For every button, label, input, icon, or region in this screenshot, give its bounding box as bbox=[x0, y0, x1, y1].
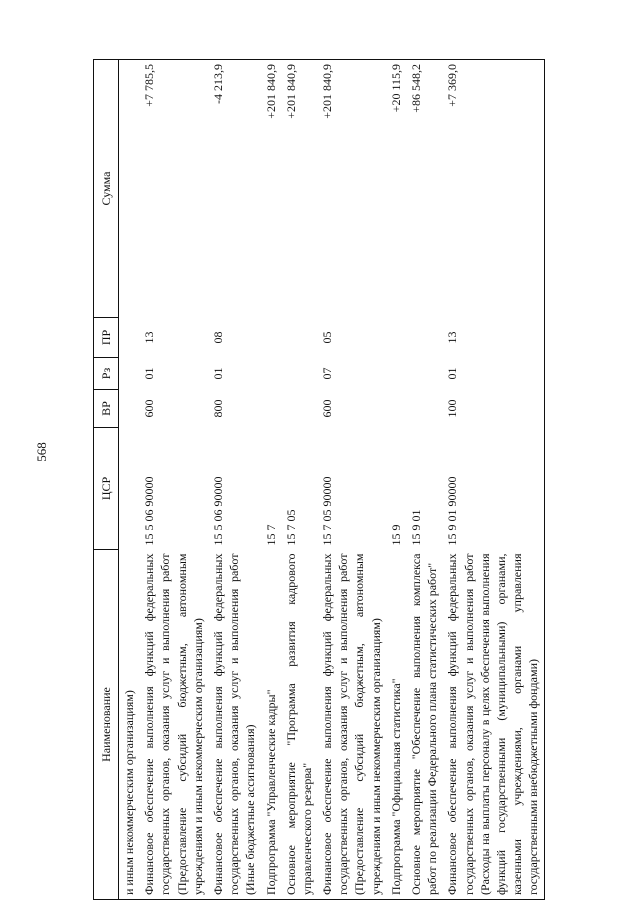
row-rz: 01 bbox=[442, 358, 544, 390]
row-rz: 07 bbox=[320, 367, 335, 380]
table-header-row bbox=[94, 60, 119, 900]
row-pr bbox=[281, 318, 317, 358]
row-amount: +201 840,9 bbox=[261, 60, 281, 318]
row-vr: 800 bbox=[210, 399, 225, 418]
row-pr: 13 bbox=[442, 318, 544, 358]
row-rz bbox=[281, 358, 317, 390]
row-vr: 600 bbox=[320, 399, 335, 418]
row-csr: 15 7 05 90000 bbox=[320, 476, 335, 546]
row-name: Финансовое обеспечение выполнения функций федеральных государственных органов, оказания услуг и выполнения работ (Предоставление субсидий бюджетным, автономным учреждениям и иным некоммерческим организациям) bbox=[317, 550, 386, 900]
row-csr: 15 5 06 90000 bbox=[142, 476, 157, 546]
rotated-table-container bbox=[93, 60, 603, 900]
header-pr: ПР bbox=[94, 318, 119, 358]
budget-table bbox=[93, 59, 545, 900]
row-rz: 01 bbox=[142, 367, 157, 380]
table-row bbox=[317, 60, 386, 900]
table-row bbox=[406, 60, 442, 900]
table-row bbox=[208, 60, 261, 900]
row-vr bbox=[119, 390, 140, 428]
row-name: Подпрограмма "Управленческие кадры" bbox=[261, 550, 281, 900]
header-rz: Рз bbox=[94, 358, 119, 390]
row-name: Основное мероприятие "Программа развития кадрового управленческого резерва" bbox=[281, 550, 317, 900]
page-number: 568 bbox=[34, 442, 49, 462]
row-name: и иным некоммерческим организациям) bbox=[119, 550, 140, 900]
row-csr: 15 7 05 bbox=[283, 509, 298, 546]
row-name: Финансовое обеспечение выполнения функций федеральных государственных органов, оказания услуг и выполнения работ (Предоставление субсидий бюджетным, автономным учреждениям и иным некоммерческим организациям) bbox=[139, 550, 208, 900]
table-row bbox=[139, 60, 208, 900]
row-vr bbox=[261, 390, 281, 428]
header-name: Наименование bbox=[94, 550, 119, 900]
row-amount: +20 115,9 bbox=[386, 60, 406, 318]
table-row bbox=[281, 60, 317, 900]
row-amount: +7 785,5 bbox=[139, 60, 208, 318]
row-pr: 05 bbox=[320, 331, 335, 344]
row-amount: +7 369,0 bbox=[442, 60, 544, 318]
row-pr bbox=[406, 318, 442, 358]
table-row bbox=[442, 60, 544, 900]
header-vr: ВР bbox=[94, 390, 119, 428]
table-row bbox=[119, 60, 140, 900]
row-amount: +86 548,2 bbox=[406, 60, 442, 318]
row-csr: 15 9 bbox=[388, 524, 403, 546]
row-csr: 15 9 01 90000 bbox=[442, 428, 544, 550]
row-amount: +201 840,9 bbox=[317, 60, 386, 318]
row-csr: 15 7 bbox=[263, 524, 278, 546]
row-csr: 15 5 06 90000 bbox=[210, 476, 225, 546]
row-vr bbox=[386, 390, 406, 428]
row-pr bbox=[119, 318, 140, 358]
row-csr: 15 9 01 bbox=[409, 509, 423, 546]
row-rz: 01 bbox=[210, 367, 225, 380]
row-rz bbox=[261, 358, 281, 390]
header-amount: Сумма bbox=[94, 60, 119, 318]
row-vr bbox=[281, 390, 317, 428]
row-rz bbox=[386, 358, 406, 390]
row-csr bbox=[119, 428, 140, 550]
row-vr: 600 bbox=[142, 399, 157, 418]
row-amount: +201 840,9 bbox=[281, 60, 317, 318]
row-name: Основное мероприятие "Обеспечение выполнения комплекса работ по реализации Федерального плана статистических работ" bbox=[406, 550, 442, 900]
row-name: Финансовое обеспечение выполнения функций федеральных государственных органов, оказания услуг и выполнения работ (Расходы на выплаты персоналу в целях обеспечения выполнения функций государственными (муниципальными) органами, казенными учреждениями, органами управления государственными внебюджетными фондами) bbox=[442, 550, 544, 900]
row-vr bbox=[406, 390, 442, 428]
table-row bbox=[261, 60, 281, 900]
row-name: Подпрограмма "Официальная статистика" bbox=[386, 550, 406, 900]
row-pr: 13 bbox=[142, 331, 157, 344]
row-name: Финансовое обеспечение выполнения функций федеральных государственных органов, оказания услуг и выполнения работ (Иные бюджетные ассигнования) bbox=[208, 550, 261, 900]
table-row bbox=[386, 60, 406, 900]
row-pr: 08 bbox=[210, 331, 225, 344]
row-amount bbox=[119, 60, 140, 318]
row-pr bbox=[386, 318, 406, 358]
row-rz bbox=[119, 358, 140, 390]
row-rz bbox=[406, 358, 442, 390]
header-csr: ЦСР bbox=[94, 428, 119, 550]
row-amount: -4 213,9 bbox=[208, 60, 261, 318]
row-vr: 100 bbox=[442, 390, 544, 428]
row-pr bbox=[261, 318, 281, 358]
